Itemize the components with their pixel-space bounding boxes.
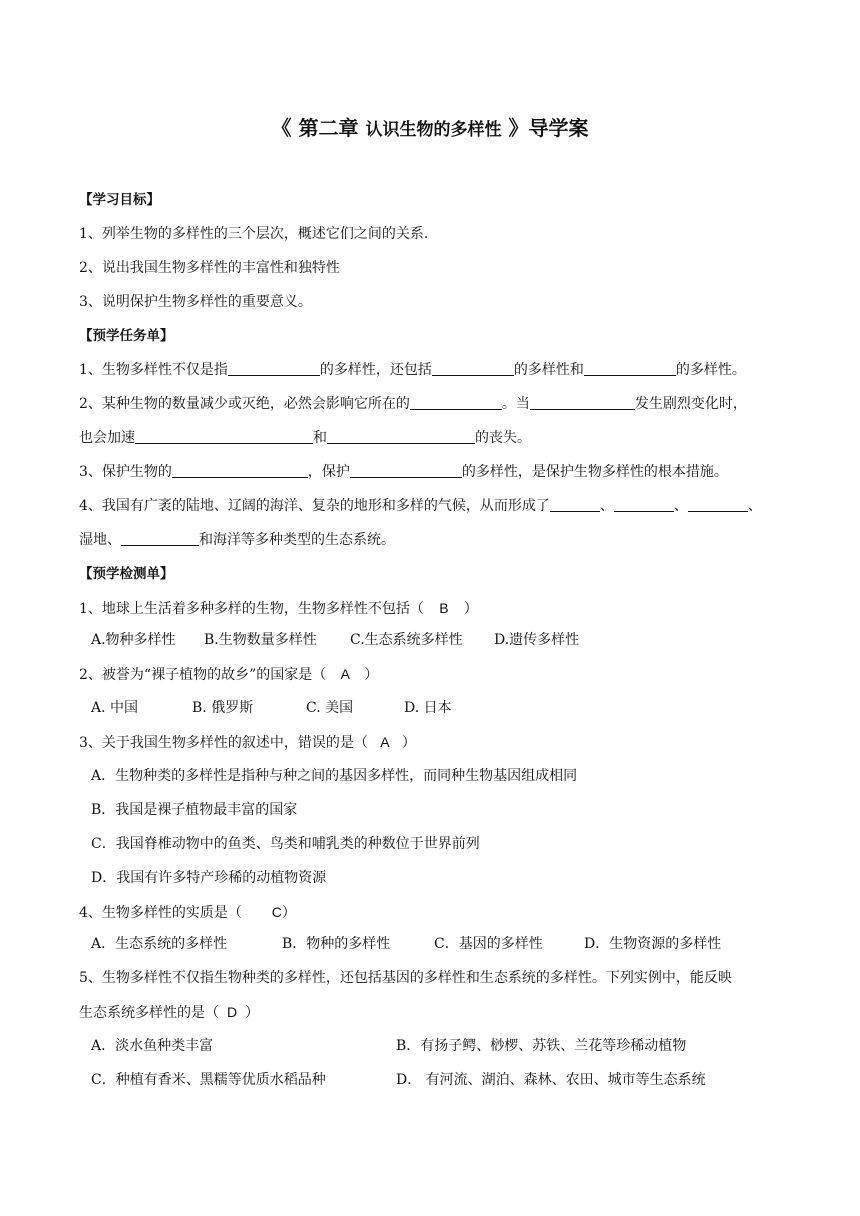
fill-blank[interactable] (228, 361, 320, 376)
check-q2-option-d: D. 日本 (404, 700, 452, 716)
goal-item-2: 2、说出我国生物多样性的丰富性和独特性 (79, 260, 340, 276)
fill-blank[interactable] (410, 395, 502, 410)
fill-blank[interactable] (350, 463, 462, 478)
check-q1-stem: 1、地球上生活着多种多样的生物，生物多样性不包括（ B ） (79, 600, 478, 617)
check-q3-option-d: D．我国有许多特产珍稀的动植物资源 (91, 870, 327, 886)
fill-blank[interactable] (121, 531, 199, 546)
answer-text: D (226, 1004, 238, 1020)
check-q1-option-c: C.生态系统多样性 (350, 632, 463, 648)
task-q2-line1: 2、某种生物的数量减少或灭绝，必然会影响它所在的 。当 发生剧烈变化时， (79, 396, 747, 412)
check-q4-option-a: A．生态系统的多样性 (91, 936, 228, 952)
check-q2-option-c: C. 美国 (306, 700, 354, 716)
check-q2-stem: 2、被誉为“裸子植物的故乡”的国家是（ A ） (79, 666, 379, 683)
fill-blank[interactable] (327, 429, 475, 444)
fill-blank[interactable] (584, 361, 676, 376)
check-q5-option-c: C．种植有香米、黑糯等优质水稻品种 (91, 1072, 326, 1088)
goal-item-3: 3、说明保护生物多样性的重要意义。 (79, 294, 312, 310)
task-q4-line1: 4、我国有广袤的陆地、辽阔的海洋、复杂的地形和多样的气候，从而形成了 、 、 、 (79, 498, 762, 514)
fill-blank[interactable] (432, 361, 514, 376)
check-q5-option-d: D． 有河流、湖泊、森林、农田、城市等生态系统 (396, 1072, 706, 1088)
check-q4-option-c: C．基因的多样性 (434, 936, 543, 952)
answer-text: A (340, 666, 350, 682)
check-q3-option-c: C．我国脊椎动物中的鱼类、鸟类和哺乳类的种数位于世界前列 (91, 836, 480, 852)
check-q2-option-a: A. 中国 (91, 700, 139, 716)
check-q5-option-b: B．有扬子鳄、桫椤、苏铁、兰花等珍稀动植物 (396, 1038, 687, 1054)
page-title (0, 112, 860, 141)
check-q5-stem-line1: 5、生物多样性不仅指生物种类的多样性，还包括基因的多样性和生态系统的多样性。下列实例中，能反映 (79, 970, 732, 986)
task-q3: 3、保护生物的 ，保护 的多样性，是保护生物多样性的根本措施。 (79, 464, 728, 480)
check-q4-option-b: B．物种的多样性 (282, 936, 391, 952)
check-q1-option-a: A.物种多样性 (91, 632, 176, 648)
task-q4-line2: 湿地、 和海洋等多种类型的生态系统。 (79, 532, 395, 548)
check-q4-stem: 4、生物多样性的实质是（ C） (79, 904, 296, 921)
fill-blank[interactable] (530, 395, 635, 410)
check-q3-option-b: B．我国是裸子植物最丰富的国家 (91, 802, 298, 818)
check-q3-option-a: A．生物种类的多样性是指种与种之间的基因多样性，而同种生物基因组成相同 (91, 768, 578, 784)
check-q1-option-d: D.遗传多样性 (494, 632, 580, 648)
check-q5-stem-line2: 生态系统多样性的是（ D ） (79, 1004, 259, 1021)
fill-blank[interactable] (614, 497, 674, 512)
check-q5-option-a: A．淡水鱼种类丰富 (91, 1038, 214, 1054)
fill-blank[interactable] (135, 429, 313, 444)
check-q4-option-d: D．生物资源的多样性 (584, 936, 722, 952)
fill-blank[interactable] (688, 497, 748, 512)
task-q1: 1、生物多样性不仅是指 的多样性，还包括 的多样性和 的多样性。 (79, 362, 746, 378)
check-q2-option-b: B. 俄罗斯 (192, 700, 254, 716)
answer-text: A (380, 734, 390, 750)
answer-text: C (271, 904, 282, 920)
title-part-1: 《 第二章 (271, 116, 366, 140)
check-q3-stem: 3、关于我国生物多样性的叙述中，错误的是（ A ） (79, 734, 416, 751)
answer-text: B (439, 600, 449, 616)
title-part-3: 》导学案 (501, 116, 589, 140)
title-part-2: 认识生物的多样性 (365, 120, 502, 140)
fill-blank[interactable] (172, 463, 308, 478)
goal-item-1: 1、列举生物的多样性的三个层次，概述它们之间的关系. (79, 226, 429, 242)
fill-blank[interactable] (550, 497, 600, 512)
task-q2-line2: 也会加速 和 的丧失。 (79, 430, 531, 446)
check-heading: 【预学检测单】 (79, 566, 174, 582)
goals-heading: 【学习目标】 (79, 192, 160, 208)
check-q1-option-b: B.生物数量多样性 (204, 632, 317, 648)
tasks-heading: 【预学任务单】 (79, 328, 174, 344)
